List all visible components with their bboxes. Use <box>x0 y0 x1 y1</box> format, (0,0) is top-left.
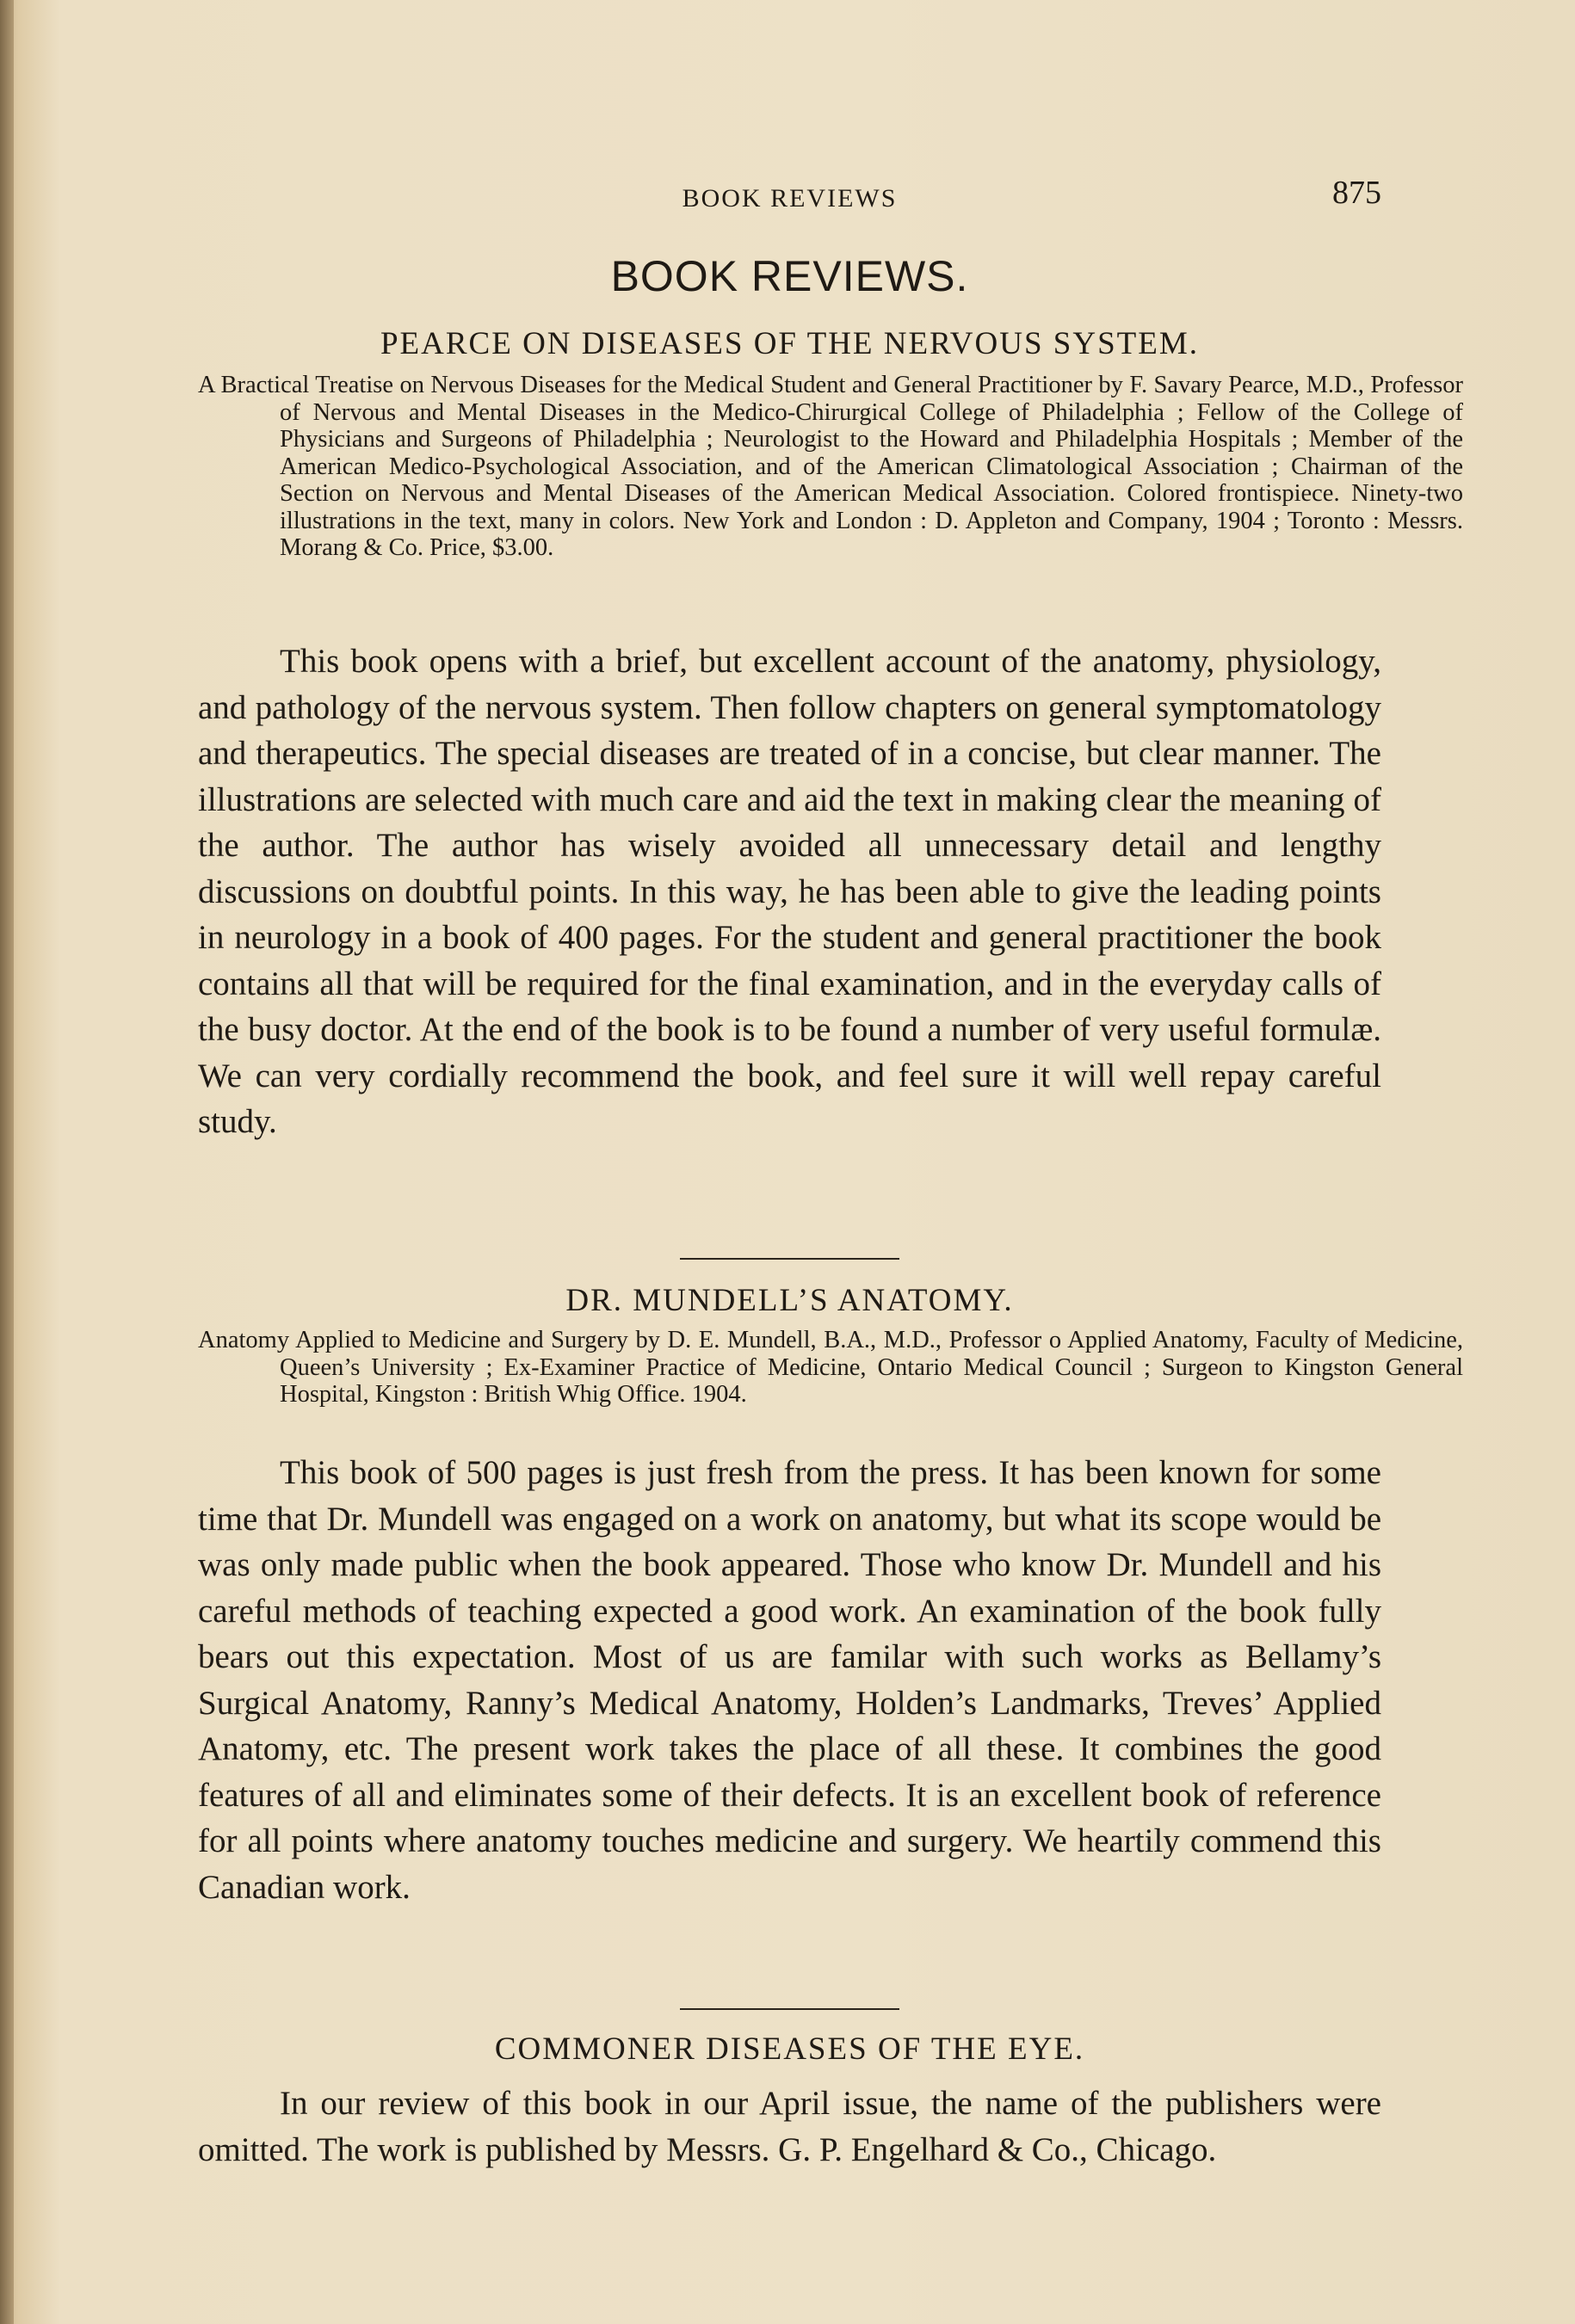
review-body-pearce: This book opens with a brief, but excellent account of the anatomy, physiology, and pathology of the nervous system. Then follow chapters on general symptomatology and therapeutics. The special diseases are treated of in a concise, but clear manner. The illustrations are selected with much care and aid the text in making clear the meaning of the author. The author has wisely avoided all unnecessary detail and lengthy discussions on doubtful points. In this way, he has been able to give the leading points in neurology in a book of 400 pages. For the student and general practitioner the book contains all that will be required for the final examination, and in the everyday calls of the busy doctor. At the end of the book is to be found a number of very useful formulæ. We can very cordially recommend the book, and feel sure it will well repay careful study. <box>198 643 1381 1140</box>
review-body-eye: In our review of this book in our April issue, the name of the publishers were omitted. The work is published by Messrs. G. P. Engelhard & Co., Chicago. <box>198 2085 1381 2168</box>
running-head-title: BOOK REVIEWS <box>682 184 898 213</box>
section-divider <box>680 2008 899 2010</box>
book-gutter-shadow <box>0 0 14 2324</box>
citation-pearce: A Bractical Treatise on Nervous Diseases for the Medical Student and General Practitioner by F. Savary Pearce, M.D., Professor of Nervous and Mental Diseases in the Medico-Chirurgical College of Philadelphia ; Fellow of the College of Physicians and Surgeons of Philadelphia ; Neurologist to the Howard and Philadelphia Hospitals ; Member of the American Medico-Psychological Association, and of the American Climatological Association ; Chairman of the Section on Nervous and Mental Diseases of the American Medical Association. Colored frontispiece. Ninety-two illustrations in the text, many in colors. New York and London : D. Appleton and Company, 1904 ; Toronto : Messrs. Morang & Co. Price, $3.00. <box>198 372 1463 561</box>
page-number: 875 <box>1332 175 1381 211</box>
section-title-pearce: PEARCE ON DISEASES OF THE NERVOUS SYSTEM. <box>380 326 1200 361</box>
running-head <box>198 175 1381 222</box>
section-title-eye: COMMONER DISEASES OF THE EYE. <box>494 2031 1085 2067</box>
citation-mundell: Anatomy Applied to Medicine and Surgery by D. E. Mundell, B.A., M.D., Professor o Applied Anatomy, Faculty of Medicine, Queen’s University ; Ex-Examiner Practice of Medicine, Ontario Medical Council ; Surgeon to Kingston General Hospital, Kingston : British Whig Office. 1904. <box>198 1327 1463 1408</box>
review-body-mundell: This book of 500 pages is just fresh from the press. It has been known for some time that Dr. Mundell was engaged on a work on anatomy, but what its scope would be was only made public when the book appeared. Those who know Dr. Mundell and his careful methods of teaching expected a good work. An examination of the book fully bears out this expectation. Most of us are familar with such works as Bellamy’s Surgical Anatomy, Ranny’s Medical Anatomy, Holden’s Landmarks, Treves’ Applied Anatomy, etc. The present work takes the place of all these. It combines the good features of all and eliminates some of their defects. It is an excellent book of reference for all points where anatomy touches medicine and surgery. We heartily commend this Canadian work. <box>198 1454 1381 1906</box>
main-title: BOOK REVIEWS. <box>610 252 969 300</box>
section-divider <box>680 1258 899 1260</box>
section-title-mundell: DR. MUNDELL’S ANATOMY. <box>565 1283 1014 1318</box>
